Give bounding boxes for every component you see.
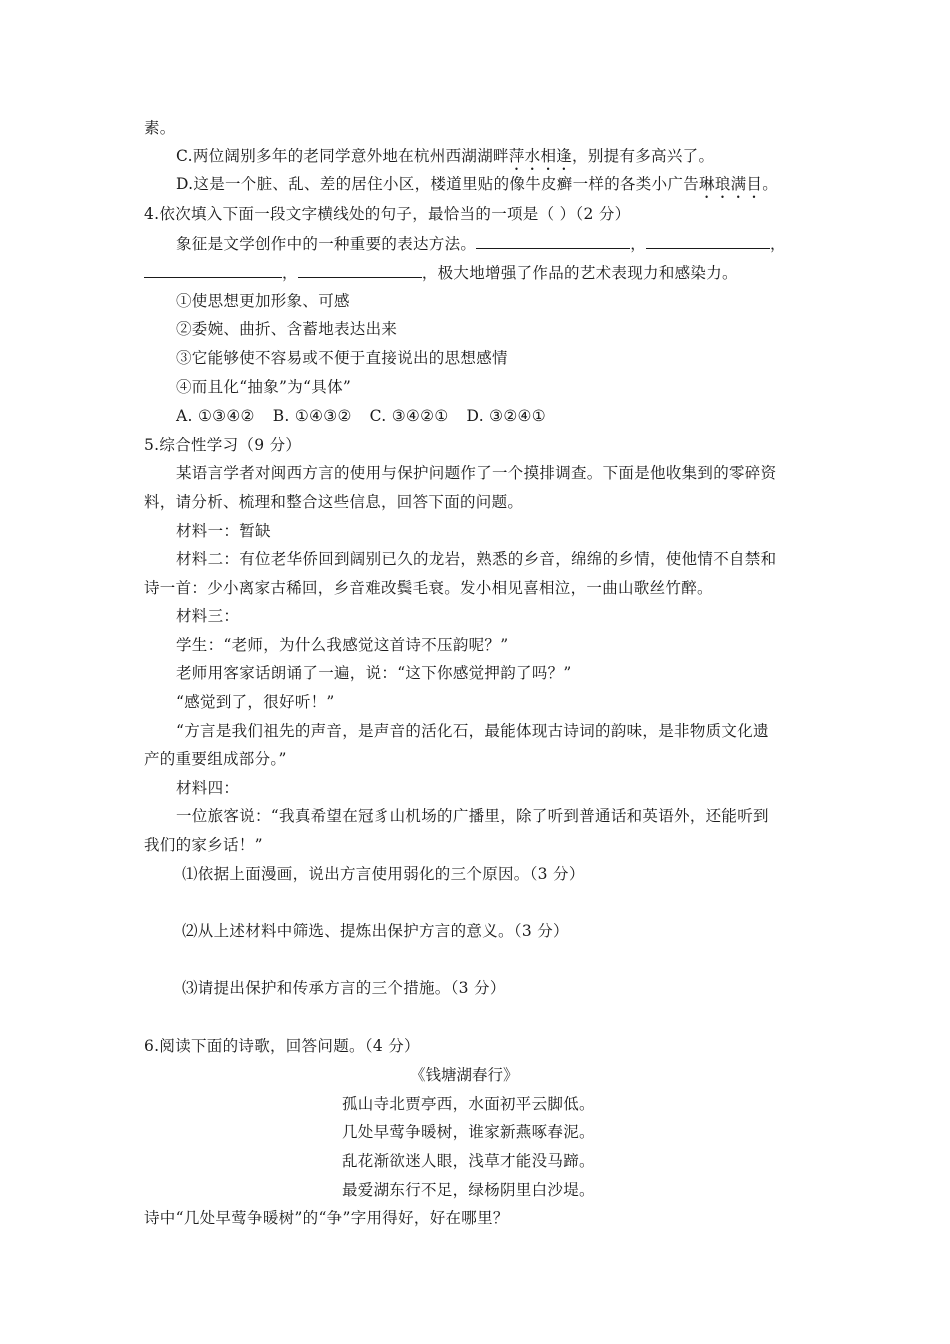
poem-line-4: 最爱湖东行不足，绿杨阴里白沙堤。 — [342, 1181, 595, 1199]
blank-3 — [144, 261, 282, 278]
q3-option-c: C.两位阔别多年的老同学意外地在杭州西湖湖畔萍水相逢，别提有多高兴了。 — [176, 147, 715, 165]
q5-material-4-line2: 我们的家乡话！” — [144, 836, 263, 854]
q5-material-2-line2: 诗一首：少小离家古稀回，乡音难改鬓毛衰。发小相见喜相泣，一曲山歌丝竹醉。 — [144, 579, 713, 597]
blank-4 — [298, 261, 422, 278]
q4-paragraph-line1: 象征是文学创作中的一种重要的表达方法。 ， ， — [176, 232, 786, 255]
q5-material-4: 材料四： — [176, 779, 240, 797]
q5-dialogue-4-line2: 产的重要组成部分。” — [144, 750, 287, 768]
blank-1 — [476, 232, 630, 249]
q5-dialogue-4-line1: “方言是我们祖先的声音，是声音的活化石，最能体现古诗词的韵味，是非物质文化遗 — [176, 722, 769, 740]
q4-option-d: D. ③②④① — [466, 407, 546, 425]
q5-intro-line1: 某语言学者对闽西方言的使用与保护问题作了一个摸排调查。下面是他收集到的零碎资 — [176, 464, 777, 482]
q4-item-1: ①使思想更加形象、可感 — [176, 292, 350, 310]
q4-item-3: ③它能够使不容易或不便于直接说出的思想感情 — [176, 349, 508, 367]
q6-question: 诗中“几处早莺争暖树”的“争”字用得好，好在哪里？ — [144, 1209, 509, 1227]
q3-option-c-emphasis: 萍水相逢 — [508, 147, 573, 165]
q5-stem: 5.综合性学习（9 分） — [144, 436, 302, 454]
q4-option-a: A. ①③④② — [176, 407, 255, 425]
q4-options — [176, 405, 564, 427]
poem-title: 《钱塘湖春行》 — [410, 1066, 519, 1084]
q3-option-d-emphasis: 琳琅满目 — [699, 175, 763, 193]
q4-item-4: ④而且化“抽象”为“具体” — [176, 378, 352, 396]
q5-material-3: 材料三： — [176, 607, 240, 625]
q3-tail-text: 素。 — [144, 119, 176, 137]
q4-option-b: B. ①④③② — [272, 407, 352, 425]
q6-stem: 6.阅读下面的诗歌，回答问题。（4 分） — [144, 1037, 420, 1055]
poem-line-2: 几处早莺争暖树，谁家新燕啄春泥。 — [342, 1123, 595, 1141]
q5-subquestion-2: ⑵从上述材料中筛选、提炼出保护方言的意义。（3 分） — [182, 922, 569, 940]
poem-line-1: 孤山寺北贾亭西，水面初平云脚低。 — [342, 1095, 595, 1113]
q4-stem: 4.依次填入下面一段文字横线处的句子，最恰当的一项是（ ）（2 分） — [144, 205, 631, 223]
q5-material-2-line1: 材料二：有位老华侨回到阔别已久的龙岩，熟悉的乡音，绵绵的乡情，使他情不自禁和 — [176, 550, 777, 568]
q5-subquestion-1: ⑴依据上面漫画，说出方言使用弱化的三个原因。（3 分） — [182, 865, 585, 883]
blank-2 — [646, 232, 770, 249]
q5-material-4-line1: 一位旅客说：“我真希望在冠豸山机场的广播里，除了听到普通话和英语外，还能听到 — [176, 807, 769, 825]
q4-option-c: C. ③④②① — [369, 407, 449, 425]
q5-subquestion-3: ⑶请提出保护和传承方言的三个措施。（3 分） — [182, 979, 506, 997]
q5-material-1: 材料一：暂缺 — [176, 522, 271, 540]
q5-dialogue-1: 学生：“老师，为什么我感觉这首诗不压韵呢？” — [176, 636, 509, 654]
q5-dialogue-2: 老师用客家话朗诵了一遍，说：“这下你感觉押韵了吗？” — [176, 664, 572, 682]
q3-option-d: D.这是一个脏、乱、差的居住小区，楼道里贴的像牛皮癣一样的各类小广告琳琅满目。 — [176, 175, 779, 193]
q5-dialogue-3: “感觉到了，很好听！” — [176, 693, 335, 711]
poem-line-3: 乱花渐欲迷人眼，浅草才能没马蹄。 — [342, 1152, 595, 1170]
q5-intro-line2: 料，请分析、梳理和整合这些信息，回答下面的问题。 — [144, 493, 524, 511]
q4-item-2: ②委婉、曲折、含蓄地表达出来 — [176, 320, 398, 338]
q4-paragraph-line2: ， ，极大地增强了作品的艺术表现力和感染力。 — [144, 261, 738, 284]
